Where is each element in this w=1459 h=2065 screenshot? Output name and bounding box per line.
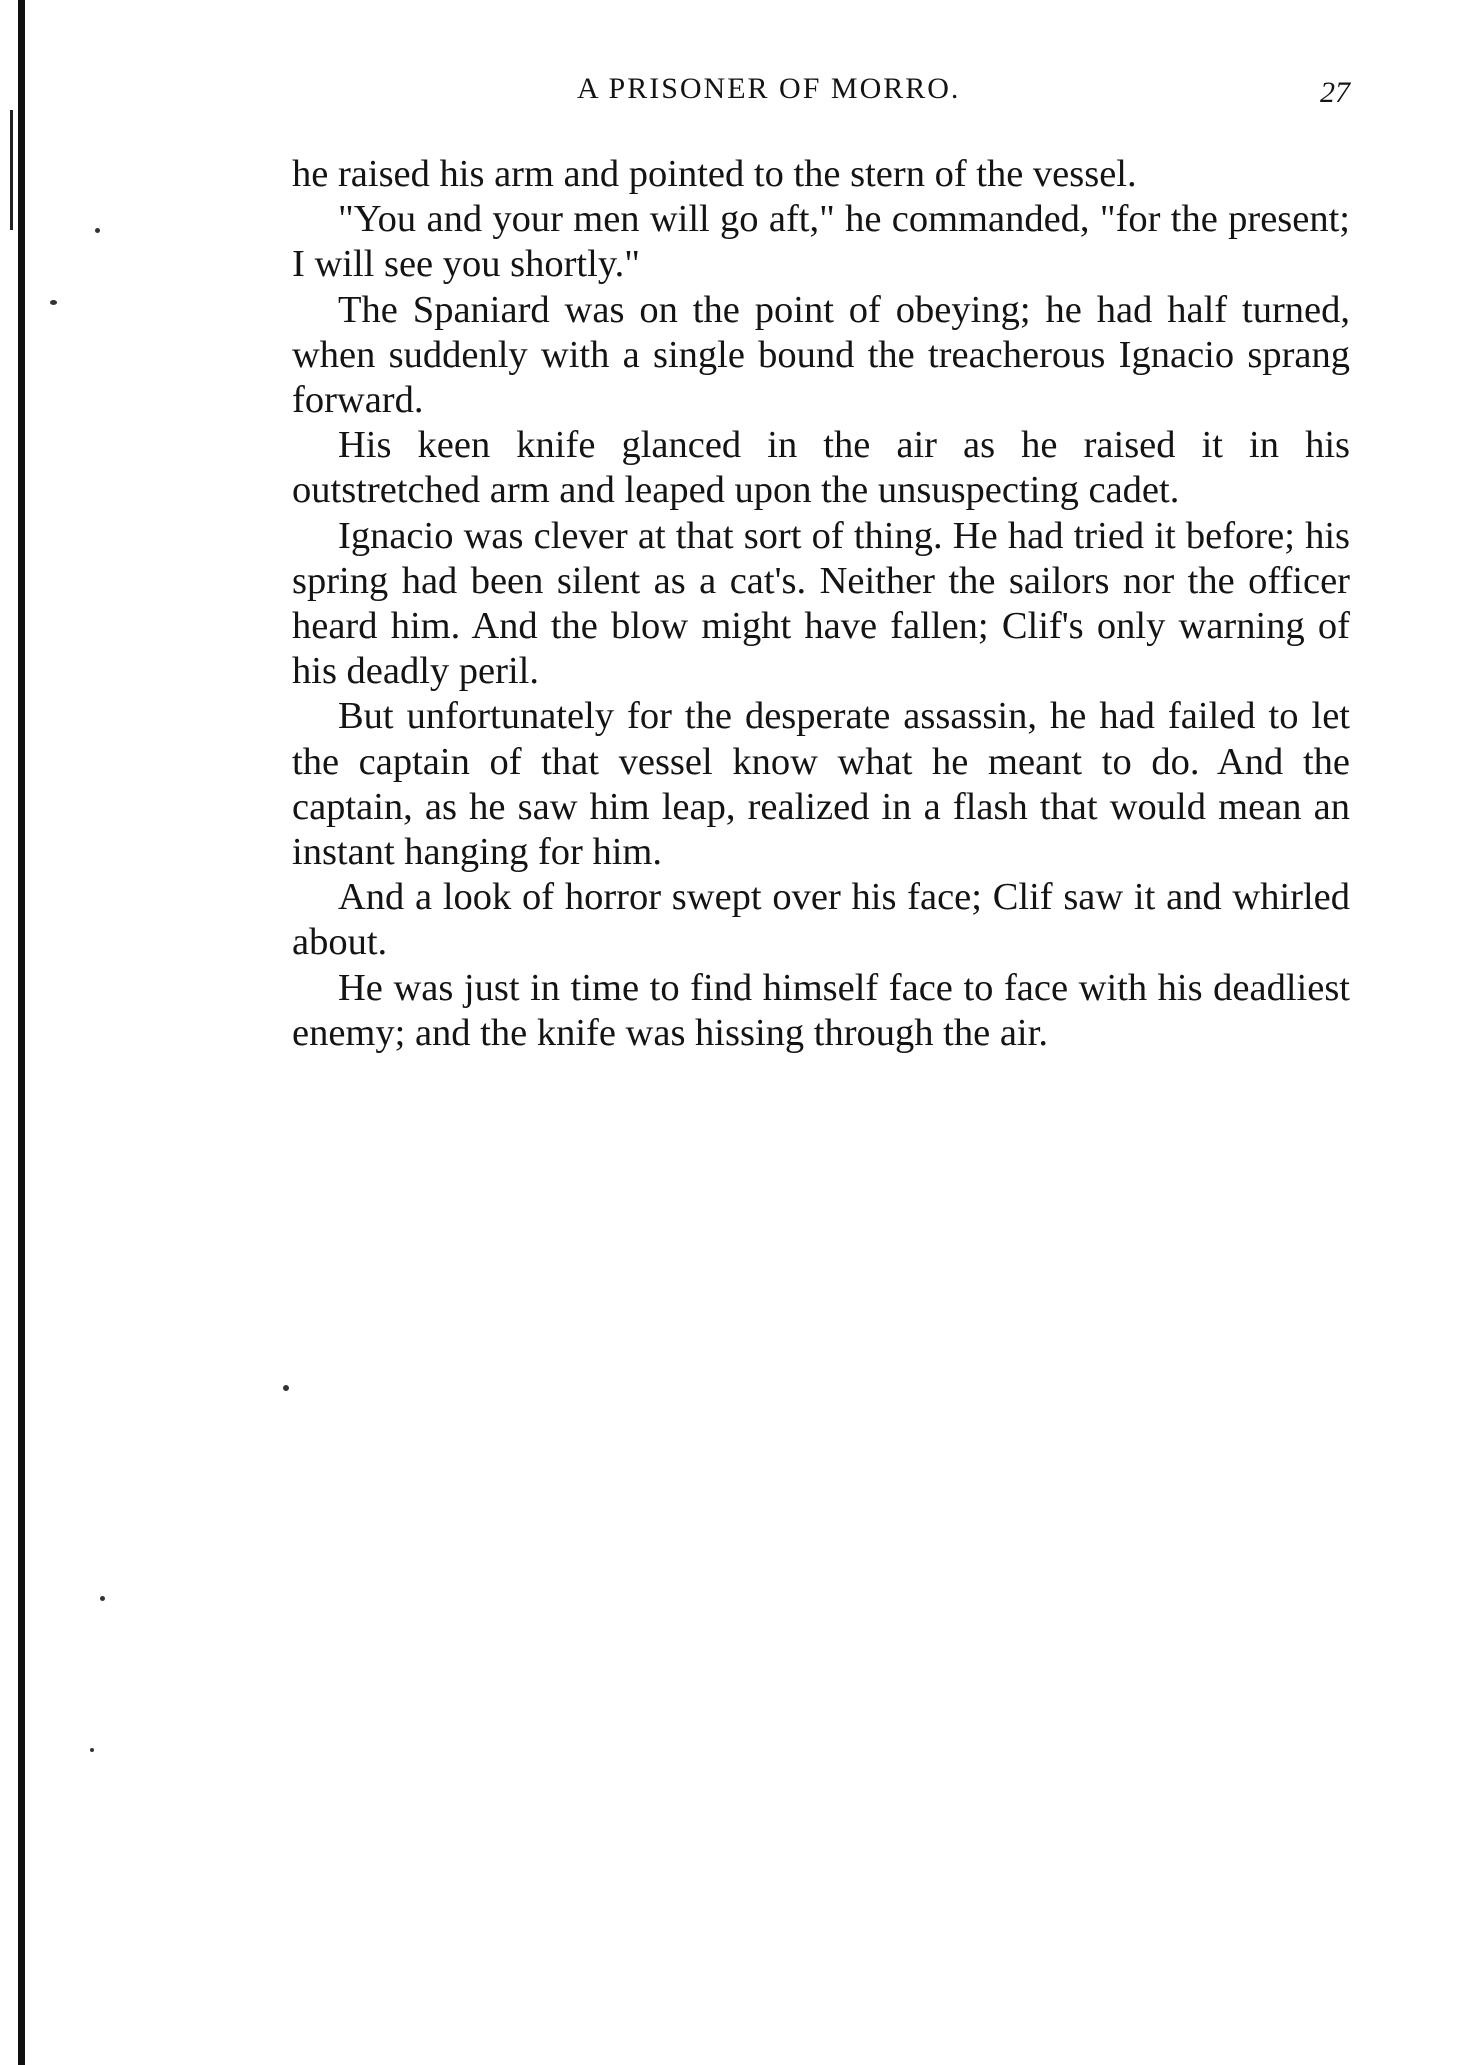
page-number: 27 [1320, 76, 1350, 109]
paragraph: But unfortunately for the desperate assassin, he had failed to let the captain of that vessel know what he meant to do. And the captain, as he saw him leap, realized in a flash that would mean an instant hanging for him. [292, 695, 1350, 874]
ink-speck [100, 1596, 105, 1601]
ink-speck [90, 1748, 94, 1752]
paragraph: His keen knife glanced in the air as he raised it in his outstretched arm and leaped upon the unsuspecting cadet. [292, 424, 1350, 512]
ink-speck [50, 300, 57, 305]
book-spine-shadow [18, 0, 25, 2065]
paragraph: The Spaniard was on the point of obeying; he had half turned, when suddenly with a single bound the treacherous Ignacio sprang forward. [292, 288, 1350, 422]
running-title: A PRISONER OF MORRO. [577, 72, 961, 105]
body-text [292, 152, 1350, 1056]
paragraph: Ignacio was clever at that sort of thing. He had tried it before; his spring had been silent as a cat's. Neither the sailors nor the officer heard him. And the blow might have fallen; Clif's only warning of his deadly peril. [292, 514, 1350, 693]
ink-speck [95, 228, 100, 233]
paragraph: He was just in time to find himself face to face with his deadliest enemy; and the knife was hissing through the air. [292, 966, 1350, 1054]
page-edge-mark [10, 110, 13, 230]
paragraph: And a look of horror swept over his face; Clif saw it and whirled about. [292, 876, 1350, 964]
paragraph: "You and your men will go aft," he commanded, "for the present; I will see you shortly." [292, 198, 1350, 286]
running-head [292, 72, 1350, 116]
ink-speck [283, 1385, 289, 1391]
paragraph: he raised his arm and pointed to the stern of the vessel. [292, 153, 1137, 195]
